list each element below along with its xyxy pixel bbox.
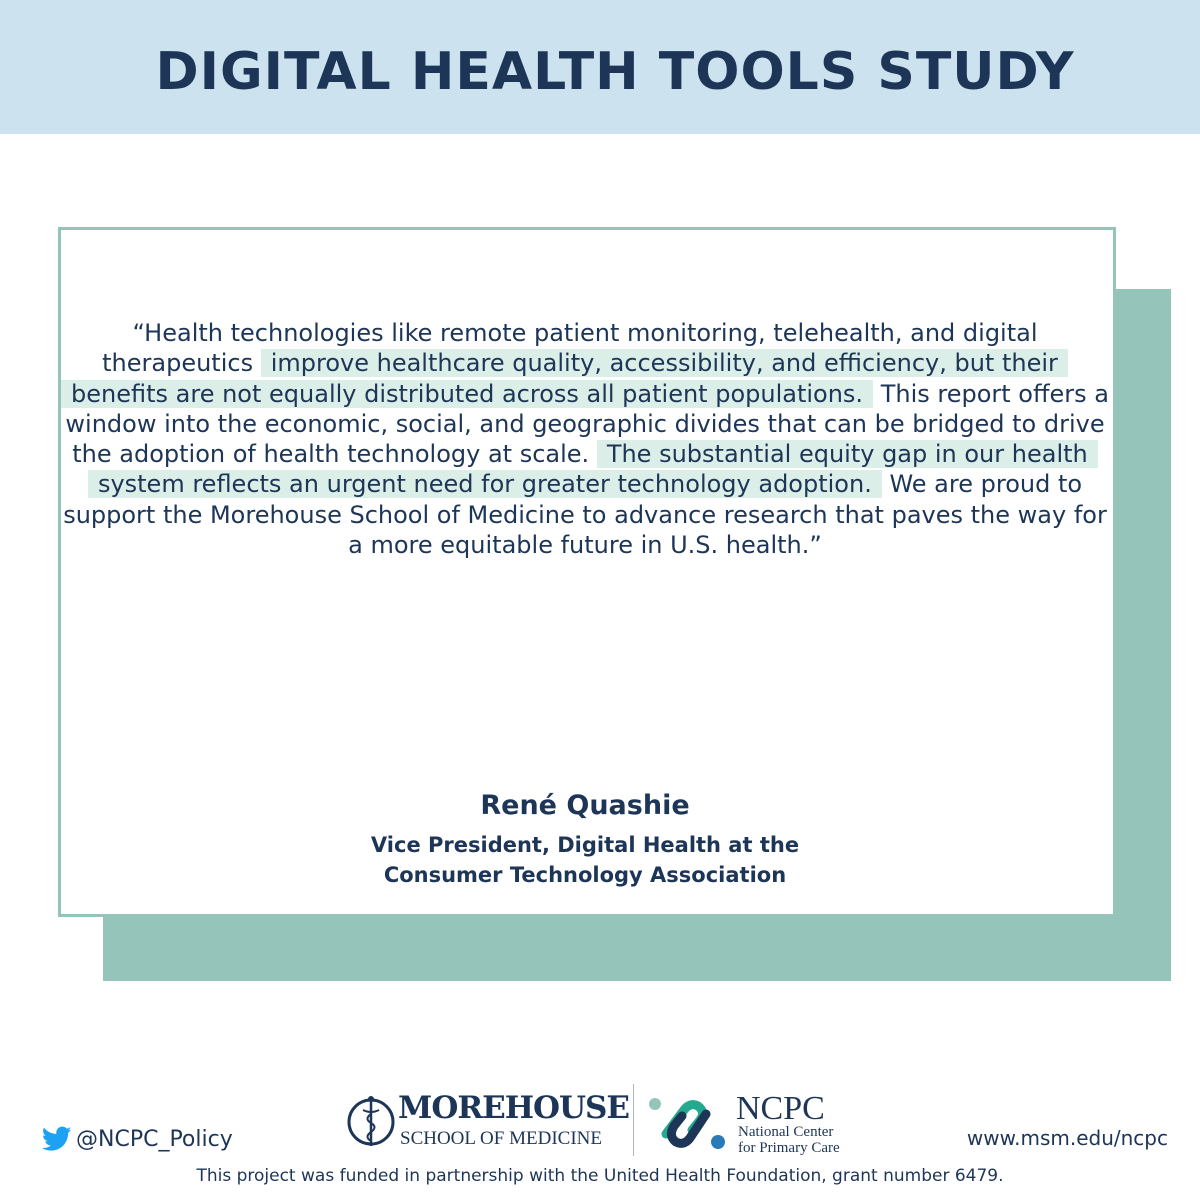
- website-link[interactable]: www.msm.edu/ncpc: [966, 1126, 1168, 1150]
- ncpc-subtitle-line: for Primary Care: [738, 1140, 840, 1156]
- quote-segment: This report offers a window into the economic, social, and geographic divides that can be bridged to drive the adoption of health technology at scale.: [65, 379, 1109, 469]
- medical-seal-icon: [346, 1092, 396, 1150]
- funding-note: This project was funded in partnership with the United Health Foundation, grant number 6479.: [196, 1166, 1004, 1186]
- twitter-link[interactable]: [42, 1126, 233, 1152]
- ncpc-subtitle: [738, 1124, 868, 1156]
- morehouse-name: MOREHOUSE: [398, 1090, 630, 1126]
- ncpc-logo: [646, 1088, 866, 1158]
- twitter-bird-icon: [42, 1126, 72, 1152]
- morehouse-subtitle: SCHOOL OF MEDICINE: [400, 1128, 602, 1149]
- page-title: DIGITAL HEALTH TOOLS STUDY: [155, 42, 1075, 102]
- quote-segment: We are proud to support the Morehouse School of Medicine to advance research that paves the way for a more equitable future in U.S. health.”: [63, 470, 1107, 560]
- quote-segment: “Health technologies like remote patient monitoring, telehealth, and digital therapeutics: [102, 319, 1038, 378]
- quote-highlight: The substantial equity gap in our health system reflects an urgent need for greater technology adoption.: [88, 440, 1098, 498]
- ncpc-name: NCPC: [736, 1090, 825, 1127]
- quote-highlight: improve healthcare quality, accessibility, and efficiency, but their benefits are not equally distributed across all patient populations.: [61, 349, 1068, 407]
- twitter-handle: @NCPC_Policy: [76, 1126, 233, 1152]
- author-role: [210, 830, 960, 890]
- quote-text: [60, 318, 1110, 560]
- author-name: René Quashie: [480, 790, 690, 821]
- author-role-line: Vice President, Digital Health at the: [370, 833, 800, 857]
- ncpc-chain-icon: [646, 1090, 730, 1154]
- logo-divider: [633, 1084, 634, 1156]
- morehouse-logo: [346, 1088, 630, 1156]
- author-role-line: Consumer Technology Association: [383, 863, 787, 887]
- ncpc-subtitle-line: National Center: [738, 1124, 834, 1140]
